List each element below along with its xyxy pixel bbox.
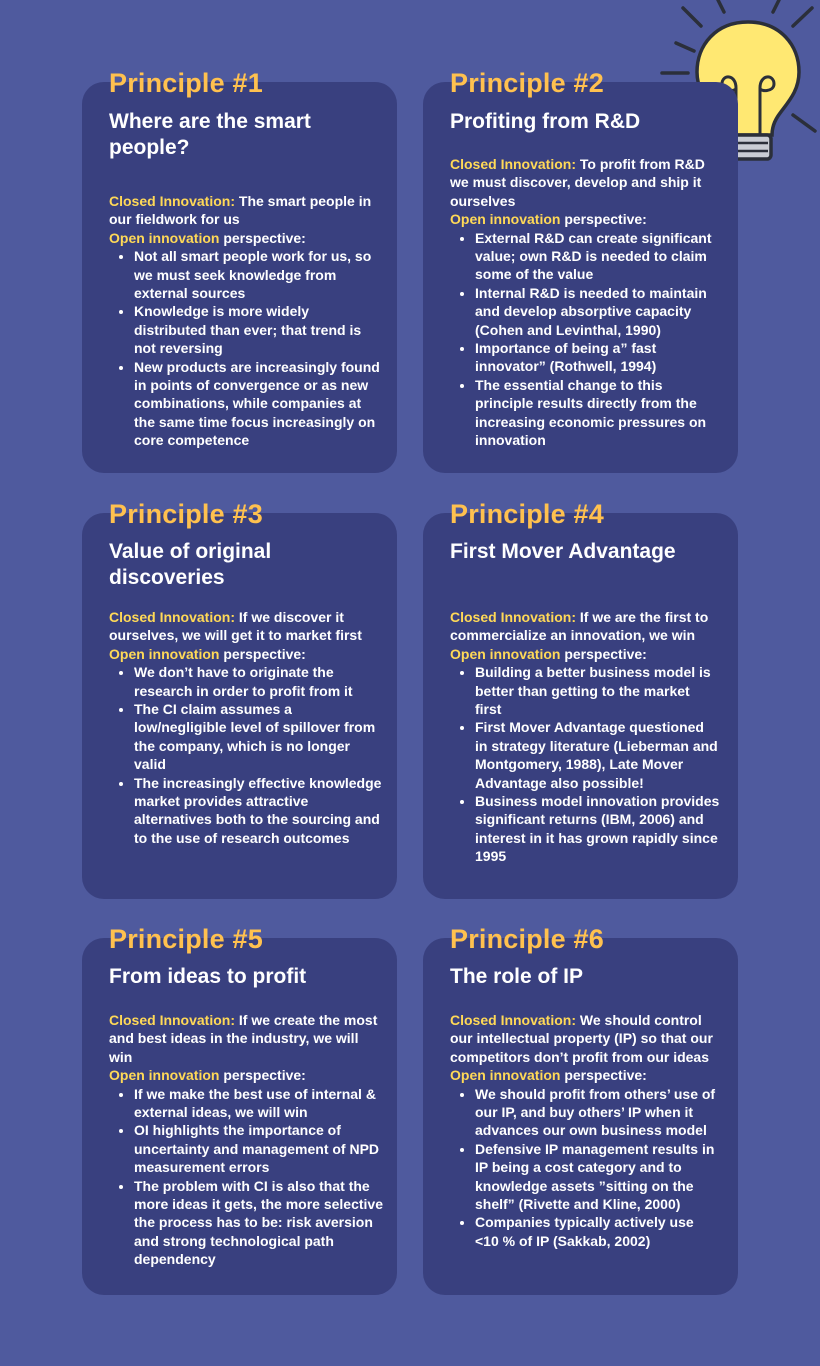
closed-innovation-label: Closed Innovation: [450,1012,576,1028]
principle-body-1 [109,192,384,450]
principle-body-6 [450,1011,720,1250]
principle-body-3 [109,608,384,847]
bullet-item: • Business model innovation provides significant returns (IBM, 2006) and interest in it has grown rapidly since 1995 [475,792,720,866]
bullet-item: • External R&D can create significant value; own R&D is needed to claim some of the value [475,229,720,284]
bullet-item: • Defensive IP management results in IP being a cost category and to knowledge assets ”sitting on the shelf” (Rivette and Kline, 2000) [475,1140,720,1214]
bullet-item: • Companies typically actively use <10 % of IP (Sakkab, 2002) [475,1213,720,1250]
bullet-list [450,663,720,865]
perspective-label: perspective: [219,1067,306,1084]
principle-body-4 [450,608,720,866]
principle-heading-2: Principle #2 [450,68,604,98]
bullet-list [109,663,384,847]
closed-innovation-text: If we create the most and best ideas in the industry, we will win [109,1012,378,1065]
closed-innovation-text: The smart people in our fieldwork for us [109,193,372,228]
bullet-item: • Knowledge is more widely distributed than ever; that trend is not reversing [134,302,384,357]
perspective-label: perspective: [560,211,647,228]
principle-heading-4: Principle #4 [450,499,604,529]
bullet-list [109,1085,384,1269]
bullet-item: • OI highlights the importance of uncertainty and management of NPD measurement errors [134,1121,384,1176]
bullet-item: • The essential change to this principle results directly from the increasing economic pressures on innovation [475,376,720,450]
principle-subtitle-1: Where are the smart people? [109,110,311,159]
closed-innovation-text: If we discover it ourselves, we will get it to market first [109,609,362,644]
principle-heading-5: Principle #5 [109,924,263,954]
principle-heading-6: Principle #6 [450,924,604,954]
closed-innovation-label: Closed Innovation: [450,609,576,625]
principle-subtitle-2: Profiting from R&D [450,110,641,133]
perspective-label: perspective: [219,645,306,662]
principle-subtitle-5: From ideas to profit [109,965,307,988]
closed-innovation-text: To profit from R&D we must discover, develop and ship it ourselves [450,156,705,209]
open-innovation-label: Open innovation [109,1067,220,1084]
closed-innovation-text: If we are the first to commercialize an innovation, we win [450,609,709,644]
bullet-item: • Building a better business model is better than getting to the market first [475,663,720,718]
closed-innovation-label: Closed Innovation: [109,193,235,209]
closed-innovation-text: We should control our intellectual property (IP) so that our competitors don’t profit from our ideas [450,1012,713,1065]
open-innovation-label: Open innovation [109,645,220,662]
perspective-label: perspective: [560,645,647,662]
perspective-label: perspective: [219,229,306,246]
open-innovation-label: Open innovation [450,645,561,662]
bullet-item: • The increasingly effective knowledge market provides attractive alternatives both to the sourcing and to the use of research outcomes [134,774,384,848]
open-innovation-label: Open innovation [109,229,220,246]
perspective-label: perspective: [560,1067,647,1084]
closed-innovation-label: Closed Innovation: [109,1012,235,1028]
bullet-item: • New products are increasingly found in points of convergence or as new combinations, while companies at the same time focus increasingly on core competence [134,358,384,450]
bullet-item: • The problem with CI is also that the more ideas it gets, the more selective the process has to be: risk aversion and strong technological path dependency [134,1177,384,1269]
principle-body-5 [109,1011,384,1269]
bullet-item: • The CI claim assumes a low/negligible level of spillover from the company, which is no longer valid [134,700,384,774]
principle-heading-1: Principle #1 [109,68,263,98]
closed-innovation-label: Closed Innovation: [109,609,235,625]
principle-subtitle-6: The role of IP [450,965,584,988]
principle-subtitle-3: Value of original discoveries [109,540,272,589]
closed-innovation-label: Closed Innovation: [450,156,576,172]
principle-subtitle-4: First Mover Advantage [450,540,676,563]
bullet-item: • We should profit from others’ use of our IP, and buy others’ IP when it advances our own business model [475,1085,720,1140]
bullet-item: • Importance of being a” fast innovator” (Rothwell, 1994) [475,339,720,376]
open-innovation-label: Open innovation [450,211,561,228]
bullet-item: • Not all smart people work for us, so we must seek knowledge from external sources [134,247,384,302]
bullet-item: • Internal R&D is needed to maintain and develop absorptive capacity (Cohen and Levinthal, 1990) [475,284,720,339]
bullet-item: • First Mover Advantage questioned in strategy literature (Lieberman and Montgomery, 1988), Late Mover Advantage also possible! [475,718,720,792]
bullet-item: • If we make the best use of internal & external ideas, we will win [134,1085,384,1122]
bullet-list [450,1085,720,1251]
bullet-list [450,229,720,450]
principle-body-2 [450,155,720,450]
bullet-list [109,247,384,449]
open-innovation-label: Open innovation [450,1067,561,1084]
principle-heading-3: Principle #3 [109,499,263,529]
bullet-item: • We don’t have to originate the research in order to profit from it [134,663,384,700]
